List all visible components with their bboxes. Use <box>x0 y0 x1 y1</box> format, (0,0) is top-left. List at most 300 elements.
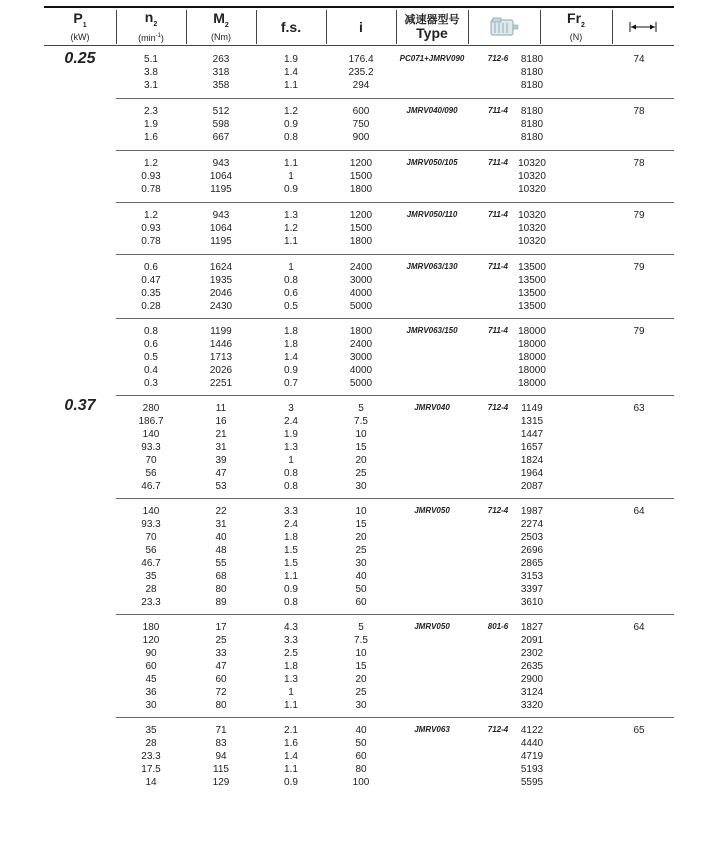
cell-i: 1500 <box>349 171 373 182</box>
header-m2-label: M <box>213 9 225 26</box>
cell-n2: 56 <box>145 545 157 556</box>
cell-fr2: 4719 <box>520 751 544 762</box>
cell-fs: 1.8 <box>284 339 298 350</box>
cell-n2: 0.93 <box>141 223 161 234</box>
cell-i: 294 <box>352 80 370 91</box>
table-group <box>116 614 674 715</box>
cell-i: 750 <box>352 119 370 130</box>
cell-m2: 47 <box>215 468 227 479</box>
cell-fs: 1.6 <box>284 738 298 749</box>
cell-fr2: 18000 <box>518 352 546 363</box>
column-i <box>326 724 396 789</box>
header-fr2-label: Fr <box>567 9 582 26</box>
cell-fs: 0.8 <box>284 481 298 492</box>
column-fs <box>256 53 326 92</box>
cell-n2: 140 <box>142 506 160 517</box>
column-m2 <box>186 209 256 248</box>
motor-type: 711-4 <box>488 106 508 115</box>
column-n2 <box>116 53 186 92</box>
column-m2 <box>186 402 256 493</box>
cell-i: 25 <box>355 545 367 556</box>
cell-i: 600 <box>352 106 370 117</box>
cell-fr2: 13500 <box>518 275 546 286</box>
cell-fs: 0.9 <box>284 184 298 195</box>
cell-n2: 0.47 <box>141 275 161 286</box>
motor-type: 801-6 <box>487 622 509 631</box>
column-i <box>326 53 396 92</box>
column-m2 <box>186 325 256 390</box>
cell-fr2: 10320 <box>518 236 546 247</box>
cell-m2: 1195 <box>210 236 232 247</box>
cell-fr2: 3610 <box>520 597 544 608</box>
cell-i: 100 <box>352 777 370 788</box>
cell-fs: 1.1 <box>284 764 298 775</box>
cell-m2: 2046 <box>209 288 233 299</box>
cell-m2: 263 <box>212 54 230 65</box>
cell-i: 5 <box>358 403 364 414</box>
gearbox-type: JMRV063/150 <box>406 326 458 335</box>
cell-fs: 0.8 <box>284 468 298 479</box>
dimension-value: 64 <box>633 622 645 633</box>
header-dimension <box>612 10 674 44</box>
cell-i: 900 <box>352 132 370 143</box>
cell-fr2: 2503 <box>520 532 544 543</box>
header-m2-unit: (Nm) <box>211 32 231 43</box>
cell-i: 1800 <box>349 184 373 195</box>
cell-n2: 0.5 <box>144 352 158 363</box>
gearbox-type: JMRV063 <box>414 725 450 734</box>
cell-fr2: 10320 <box>518 223 546 234</box>
cell-fs: 1.4 <box>284 751 298 762</box>
gearbox-type: JMRV050 <box>414 506 450 515</box>
cell-fs: 1.4 <box>284 67 298 78</box>
cell-fs: 4.3 <box>284 622 298 633</box>
gearbox-type: JMRV040/090 <box>406 106 458 115</box>
cell-fr2: 4122 <box>520 725 544 736</box>
cell-i: 1800 <box>349 236 373 247</box>
column-i <box>326 105 396 144</box>
column-fr2 <box>496 402 568 493</box>
column-fs <box>256 621 326 712</box>
cell-m2: 89 <box>215 597 227 608</box>
cell-fr2: 5595 <box>520 777 544 788</box>
cell-fs: 2.4 <box>284 416 298 427</box>
cell-m2: 943 <box>212 158 230 169</box>
header-n2-sub: 2 <box>153 20 158 28</box>
column-fs <box>256 402 326 493</box>
cell-i: 50 <box>355 584 367 595</box>
header-type-en: Type <box>416 24 448 41</box>
cell-i: 20 <box>355 532 367 543</box>
cell-fs: 1 <box>288 687 294 698</box>
group-rule <box>116 717 674 718</box>
cell-n2: 2.3 <box>144 106 158 117</box>
cell-fr2: 10320 <box>518 171 546 182</box>
cell-fr2: 2900 <box>520 674 544 685</box>
header-fs-label: f.s. <box>280 18 302 35</box>
cell-i: 5000 <box>349 378 373 389</box>
header-n2-unit-end: ) <box>160 33 164 44</box>
column-fr2 <box>496 621 568 712</box>
cell-m2: 2430 <box>209 301 233 312</box>
cell-i: 25 <box>355 687 367 698</box>
cell-m2: 2251 <box>209 378 233 389</box>
cell-n2: 0.3 <box>144 378 158 389</box>
cell-i: 176.4 <box>348 54 374 65</box>
cell-i: 4000 <box>349 288 373 299</box>
cell-n2: 70 <box>145 455 157 466</box>
cell-fs: 1.9 <box>284 54 298 65</box>
cell-n2: 0.8 <box>144 326 158 337</box>
cell-fr2: 13500 <box>518 301 546 312</box>
column-m2 <box>186 505 256 609</box>
motor-type: 711-4 <box>488 158 508 167</box>
motor-icon <box>487 16 521 38</box>
cell-i: 2400 <box>349 339 373 350</box>
cell-i: 40 <box>355 725 367 736</box>
column-i <box>326 261 396 313</box>
cell-m2: 94 <box>215 751 227 762</box>
cell-fs: 1.9 <box>284 429 298 440</box>
cell-m2: 25 <box>215 635 227 646</box>
cell-n2: 5.1 <box>144 54 158 65</box>
cell-m2: 1064 <box>209 171 233 182</box>
cell-fr2: 2091 <box>520 635 544 646</box>
header-p1 <box>44 10 117 44</box>
cell-i: 80 <box>355 764 367 775</box>
cell-fs: 1.3 <box>284 442 298 453</box>
header-fr2 <box>540 10 613 44</box>
dimension-value: 79 <box>633 210 645 221</box>
header-m2-sub: 2 <box>224 21 229 29</box>
cell-m2: 11 <box>215 403 227 414</box>
cell-fr2: 8180 <box>520 80 544 91</box>
dimension-value: 65 <box>633 725 645 736</box>
dimension-value: 63 <box>633 403 645 414</box>
cell-i: 5000 <box>349 301 373 312</box>
cell-fs: 0.9 <box>284 119 298 130</box>
cell-m2: 667 <box>212 132 230 143</box>
cell-fr2: 8180 <box>520 132 544 143</box>
cell-m2: 60 <box>215 674 227 685</box>
cell-fs: 0.5 <box>284 301 298 312</box>
column-m2 <box>186 53 256 92</box>
cell-m2: 83 <box>215 738 227 749</box>
cell-m2: 72 <box>215 687 227 698</box>
column-m2 <box>186 621 256 712</box>
cell-i: 40 <box>355 571 367 582</box>
cell-n2: 0.78 <box>141 236 161 247</box>
cell-fr2: 3153 <box>520 571 544 582</box>
cell-n2: 28 <box>145 738 157 749</box>
column-fs <box>256 261 326 313</box>
gearbox-type: JMRV040 <box>414 403 450 412</box>
cell-n2: 56 <box>145 468 157 479</box>
cell-m2: 358 <box>212 80 230 91</box>
cell-n2: 14 <box>145 777 157 788</box>
cell-fs: 0.9 <box>284 777 298 788</box>
cell-n2: 28 <box>145 584 157 595</box>
cell-i: 20 <box>355 674 367 685</box>
cell-fr2: 10320 <box>518 184 546 195</box>
cell-m2: 943 <box>212 210 230 221</box>
motor-type: 711-4 <box>488 210 508 219</box>
column-i <box>326 402 396 493</box>
table-group <box>116 150 674 199</box>
dimension-value: 64 <box>633 506 645 517</box>
cell-m2: 598 <box>212 119 230 130</box>
cell-n2: 0.6 <box>144 339 158 350</box>
cell-i: 60 <box>355 751 367 762</box>
cell-i: 1200 <box>349 158 373 169</box>
group-rule <box>116 254 674 255</box>
cell-fs: 0.7 <box>284 378 298 389</box>
cell-fr2: 8180 <box>520 67 544 78</box>
column-i <box>326 325 396 390</box>
column-m2 <box>186 261 256 313</box>
header-p1-label: P <box>73 9 83 26</box>
cell-fs: 1.3 <box>284 674 298 685</box>
header-p1-sub: 1 <box>82 21 87 29</box>
cell-n2: 30 <box>145 700 157 711</box>
column-n2 <box>116 505 186 609</box>
cell-i: 3000 <box>349 275 373 286</box>
cell-m2: 40 <box>215 532 227 543</box>
cell-fr2: 10320 <box>518 158 546 169</box>
cell-n2: 3.1 <box>144 80 158 91</box>
cell-fr2: 3397 <box>520 584 544 595</box>
cell-m2: 17 <box>215 622 227 633</box>
header-i <box>326 10 397 44</box>
cell-m2: 129 <box>212 777 230 788</box>
cell-fs: 3.3 <box>284 506 298 517</box>
header-n2-label: n <box>144 8 154 25</box>
column-n2 <box>116 402 186 493</box>
cell-m2: 53 <box>215 481 227 492</box>
cell-fs: 1.1 <box>284 80 298 91</box>
cell-i: 10 <box>355 648 367 659</box>
column-i <box>326 157 396 196</box>
header-n2-unit: (min <box>138 33 156 44</box>
cell-fr2: 18000 <box>518 339 546 350</box>
header-fr2-sub: 2 <box>581 21 585 29</box>
cell-n2: 60 <box>145 661 157 672</box>
cell-i: 15 <box>355 519 367 530</box>
cell-fs: 1 <box>288 171 294 182</box>
group-rule <box>116 202 674 203</box>
column-i <box>326 505 396 609</box>
cell-m2: 1624 <box>209 262 233 273</box>
cell-m2: 31 <box>215 519 227 530</box>
motor-type: 712-6 <box>487 54 509 63</box>
cell-n2: 186.7 <box>138 416 164 427</box>
gearbox-type: JMRV063/130 <box>406 262 458 271</box>
column-fs <box>256 105 326 144</box>
cell-m2: 80 <box>215 584 227 595</box>
motor-type: 711-4 <box>488 326 508 335</box>
column-n2 <box>116 105 186 144</box>
cell-fr2: 2635 <box>520 661 544 672</box>
cell-m2: 22 <box>215 506 227 517</box>
table-header <box>44 10 674 44</box>
cell-m2: 1713 <box>209 352 233 363</box>
cell-n2: 1.6 <box>144 132 158 143</box>
group-rule <box>116 498 674 499</box>
cell-m2: 68 <box>215 571 227 582</box>
cell-m2: 1199 <box>210 326 232 337</box>
motor-type: 712-4 <box>487 725 509 734</box>
cell-i: 20 <box>355 455 367 466</box>
table-group <box>116 46 674 95</box>
cell-fs: 2.5 <box>284 648 298 659</box>
cell-fr2: 8180 <box>520 119 544 130</box>
column-fs <box>256 157 326 196</box>
cell-i: 3000 <box>349 352 373 363</box>
column-n2 <box>116 157 186 196</box>
cell-fr2: 18000 <box>518 378 546 389</box>
column-m2 <box>186 157 256 196</box>
cell-fs: 1 <box>288 262 294 273</box>
cell-fs: 1.4 <box>284 352 298 363</box>
gearbox-type: JMRV050/105 <box>406 158 458 167</box>
cell-i: 4000 <box>349 365 373 376</box>
table-group <box>116 318 674 393</box>
cell-fr2: 3124 <box>520 687 544 698</box>
cell-m2: 1064 <box>209 223 233 234</box>
cell-n2: 23.3 <box>141 751 161 762</box>
group-rule <box>116 150 674 151</box>
table-group <box>116 254 674 316</box>
cell-n2: 0.6 <box>144 262 158 273</box>
cell-n2: 0.93 <box>141 171 161 182</box>
cell-n2: 93.3 <box>141 519 161 530</box>
column-n2 <box>116 724 186 789</box>
header-type <box>396 10 469 44</box>
cell-fr2: 2087 <box>520 481 544 492</box>
cell-fr2: 1315 <box>520 416 544 427</box>
cell-m2: 80 <box>215 700 227 711</box>
cell-n2: 46.7 <box>141 558 161 569</box>
table-group <box>116 395 674 496</box>
cell-n2: 120 <box>142 635 160 646</box>
table-group <box>116 498 674 612</box>
gearbox-type: PC071+JMRV090 <box>399 54 465 63</box>
cell-fs: 1.2 <box>284 106 298 117</box>
cell-fs: 1.5 <box>284 545 298 556</box>
cell-n2: 3.8 <box>144 67 158 78</box>
header-n2 <box>116 10 187 44</box>
cell-n2: 0.28 <box>141 301 161 312</box>
cell-n2: 17.5 <box>141 764 161 775</box>
cell-fs: 0.8 <box>284 597 298 608</box>
column-fs <box>256 325 326 390</box>
motor-type: 712-4 <box>487 506 509 515</box>
dimension-value: 79 <box>633 262 645 273</box>
cell-fr2: 4440 <box>520 738 544 749</box>
cell-fs: 1.8 <box>284 326 298 337</box>
cell-fs: 0.8 <box>284 132 298 143</box>
cell-fs: 1.1 <box>284 158 298 169</box>
cell-n2: 140 <box>142 429 160 440</box>
cell-fs: 1.8 <box>284 661 298 672</box>
cell-i: 10 <box>355 429 367 440</box>
cell-i: 10 <box>355 506 367 517</box>
column-n2 <box>116 621 186 712</box>
cell-fr2: 1824 <box>520 455 544 466</box>
cell-m2: 33 <box>215 648 227 659</box>
cell-m2: 1446 <box>209 339 233 350</box>
cell-fs: 3 <box>288 403 294 414</box>
cell-m2: 31 <box>215 442 227 453</box>
cell-fr2: 1964 <box>520 468 544 479</box>
cell-fr2: 2865 <box>520 558 544 569</box>
cell-n2: 0.4 <box>144 365 158 376</box>
cell-fs: 0.9 <box>284 365 298 376</box>
cell-m2: 318 <box>212 67 230 78</box>
cell-n2: 90 <box>145 648 157 659</box>
gearbox-type: JMRV050/110 <box>406 210 458 219</box>
power-label-0.37: 0.37 <box>64 397 96 414</box>
cell-m2: 1195 <box>210 184 232 195</box>
column-fs <box>256 505 326 609</box>
cell-n2: 1.9 <box>144 119 158 130</box>
header-fr2-unit: (N) <box>569 32 583 43</box>
cell-fr2: 8180 <box>520 54 544 65</box>
dimension-arrow-icon <box>628 21 658 33</box>
group-rule <box>116 614 674 615</box>
cell-n2: 0.35 <box>141 288 161 299</box>
cell-fr2: 1657 <box>520 442 544 453</box>
header-m2 <box>186 10 257 44</box>
cell-i: 7.5 <box>354 635 368 646</box>
header-i-label: i <box>359 18 363 35</box>
dimension-value: 74 <box>633 54 645 65</box>
cell-m2: 48 <box>215 545 227 556</box>
group-rule <box>116 395 674 396</box>
cell-m2: 1935 <box>209 275 233 286</box>
motor-type: 712-4 <box>487 403 509 412</box>
column-fr2 <box>496 505 568 609</box>
cell-fs: 1.5 <box>284 558 298 569</box>
cell-fs: 2.1 <box>284 725 298 736</box>
cell-n2: 1.2 <box>144 158 158 169</box>
column-m2 <box>186 724 256 789</box>
header-p1-unit: (kW) <box>70 32 90 43</box>
dimension-value: 78 <box>633 158 645 169</box>
cell-fr2: 18000 <box>518 365 546 376</box>
cell-n2: 93.3 <box>141 442 161 453</box>
cell-fr2: 1827 <box>520 622 544 633</box>
cell-fs: 1.1 <box>284 571 298 582</box>
top-rule <box>44 6 674 8</box>
header-n2-unit-sup: -1 <box>155 33 161 40</box>
cell-i: 235.2 <box>348 67 374 78</box>
cell-i: 5 <box>358 622 364 633</box>
cell-i: 30 <box>355 700 367 711</box>
column-m2 <box>186 105 256 144</box>
column-n2 <box>116 261 186 313</box>
cell-i: 1500 <box>349 223 373 234</box>
cell-n2: 35 <box>145 571 157 582</box>
column-fs <box>256 209 326 248</box>
cell-n2: 35 <box>145 725 157 736</box>
cell-fr2: 8180 <box>520 106 544 117</box>
cell-m2: 71 <box>215 725 227 736</box>
cell-fs: 1.8 <box>284 532 298 543</box>
cell-n2: 280 <box>142 403 160 414</box>
cell-n2: 36 <box>145 687 157 698</box>
cell-m2: 115 <box>213 764 229 775</box>
